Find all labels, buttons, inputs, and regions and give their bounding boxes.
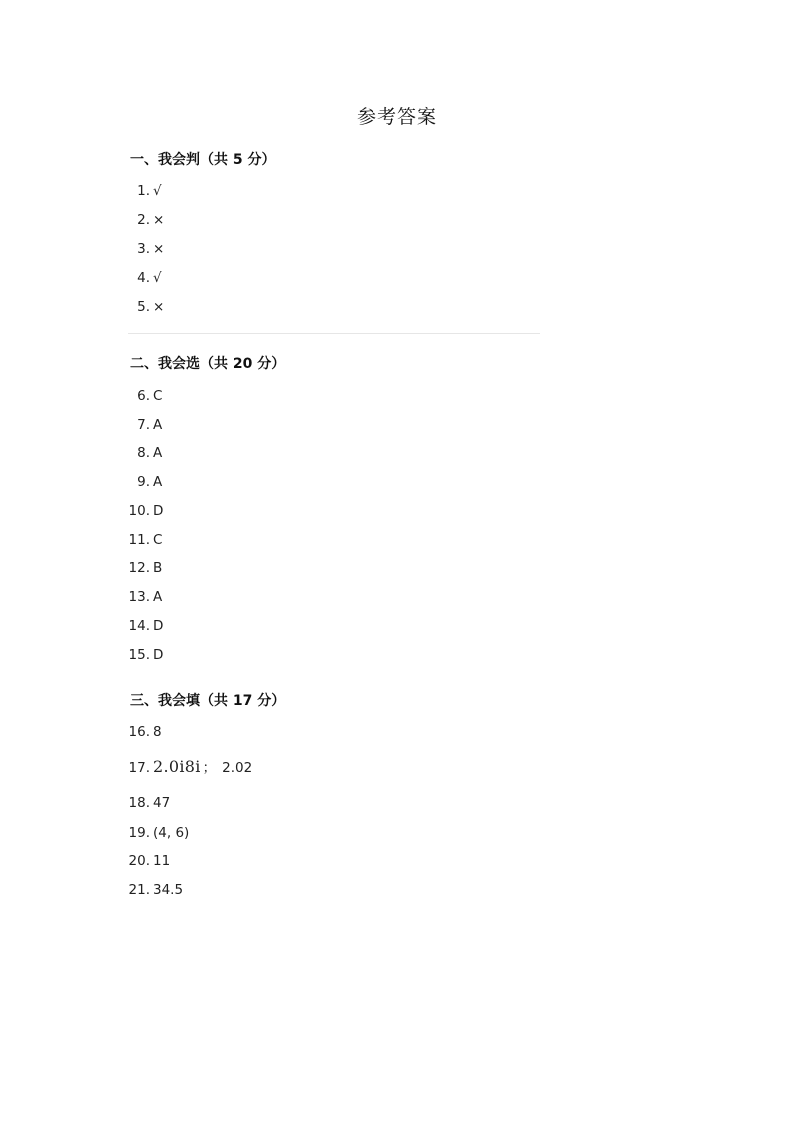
answer-item-1 (124, 180, 544, 202)
question-number: 13. (128, 589, 150, 605)
answer-item-3 (124, 238, 544, 260)
answer-value: √ (153, 270, 162, 286)
answer-item-6 (124, 385, 544, 407)
answer-item-17 (124, 756, 544, 778)
answer-value: 47 (153, 795, 171, 811)
answer-value: C (153, 388, 163, 404)
question-number: 9. (137, 474, 150, 490)
answer-item-4 (124, 267, 544, 289)
answer-item-16 (124, 721, 544, 743)
question-number: 20. (128, 853, 150, 869)
question-number: 19. (128, 825, 150, 841)
answer-item-13 (124, 586, 544, 608)
answer-value-repeating-decimal: 2.0i8i (153, 757, 201, 776)
page-title: 参考答案 (356, 106, 437, 128)
answer-value: A (153, 417, 163, 433)
answer-item-14 (124, 615, 544, 637)
answer-item-7 (124, 414, 544, 436)
answer-value: B (153, 560, 163, 576)
question-number: 5. (137, 299, 150, 315)
answer-item-12 (124, 557, 544, 579)
answer-value: 34.5 (153, 882, 184, 898)
answer-value: C (153, 532, 163, 548)
answer-item-9 (124, 471, 544, 493)
section-divider (128, 333, 540, 334)
answer-value: A (153, 589, 163, 605)
answer-value: × (153, 299, 165, 315)
answer-item-10 (124, 500, 544, 522)
answer-value: D (153, 647, 164, 663)
question-number: 7. (137, 417, 150, 433)
question-number: 3. (137, 241, 150, 257)
answer-value: × (153, 212, 165, 228)
question-number: 8. (137, 445, 150, 461)
answer-separator: ； (202, 760, 217, 776)
answer-value: √ (153, 183, 162, 199)
section-heading-judge: 一、我会判（共 5 分） (130, 152, 276, 168)
answer-item-21 (124, 879, 544, 901)
answer-value: A (153, 474, 163, 490)
question-number: 4. (137, 270, 150, 286)
answer-value: D (153, 503, 164, 519)
question-number: 14. (128, 618, 150, 634)
question-number: 17. (128, 760, 150, 776)
answer-item-15 (124, 644, 544, 666)
answer-value-approx: 2.02 (222, 760, 253, 776)
answer-value: 11 (153, 853, 171, 869)
answer-item-5 (124, 296, 544, 318)
answer-item-2 (124, 209, 544, 231)
question-number: 18. (128, 795, 150, 811)
question-number: 10. (128, 503, 150, 519)
question-number: 1. (137, 183, 150, 199)
answer-item-11 (124, 529, 544, 551)
answer-value: D (153, 618, 164, 634)
section-heading-choose: 二、我会选（共 20 分） (130, 356, 286, 372)
section-heading-fill: 三、我会填（共 17 分） (130, 693, 286, 709)
answer-item-18 (124, 792, 544, 814)
answer-item-8 (124, 442, 544, 464)
question-number: 16. (128, 724, 150, 740)
answer-value: (4, 6) (153, 825, 190, 841)
answer-item-20 (124, 850, 544, 872)
question-number: 6. (137, 388, 150, 404)
question-number: 12. (128, 560, 150, 576)
answer-value: 8 (153, 724, 162, 740)
answer-item-19 (124, 822, 544, 844)
answer-value: A (153, 445, 163, 461)
question-number: 21. (128, 882, 150, 898)
answer-value: × (153, 241, 165, 257)
question-number: 15. (128, 647, 150, 663)
question-number: 11. (128, 532, 150, 548)
question-number: 2. (137, 212, 150, 228)
